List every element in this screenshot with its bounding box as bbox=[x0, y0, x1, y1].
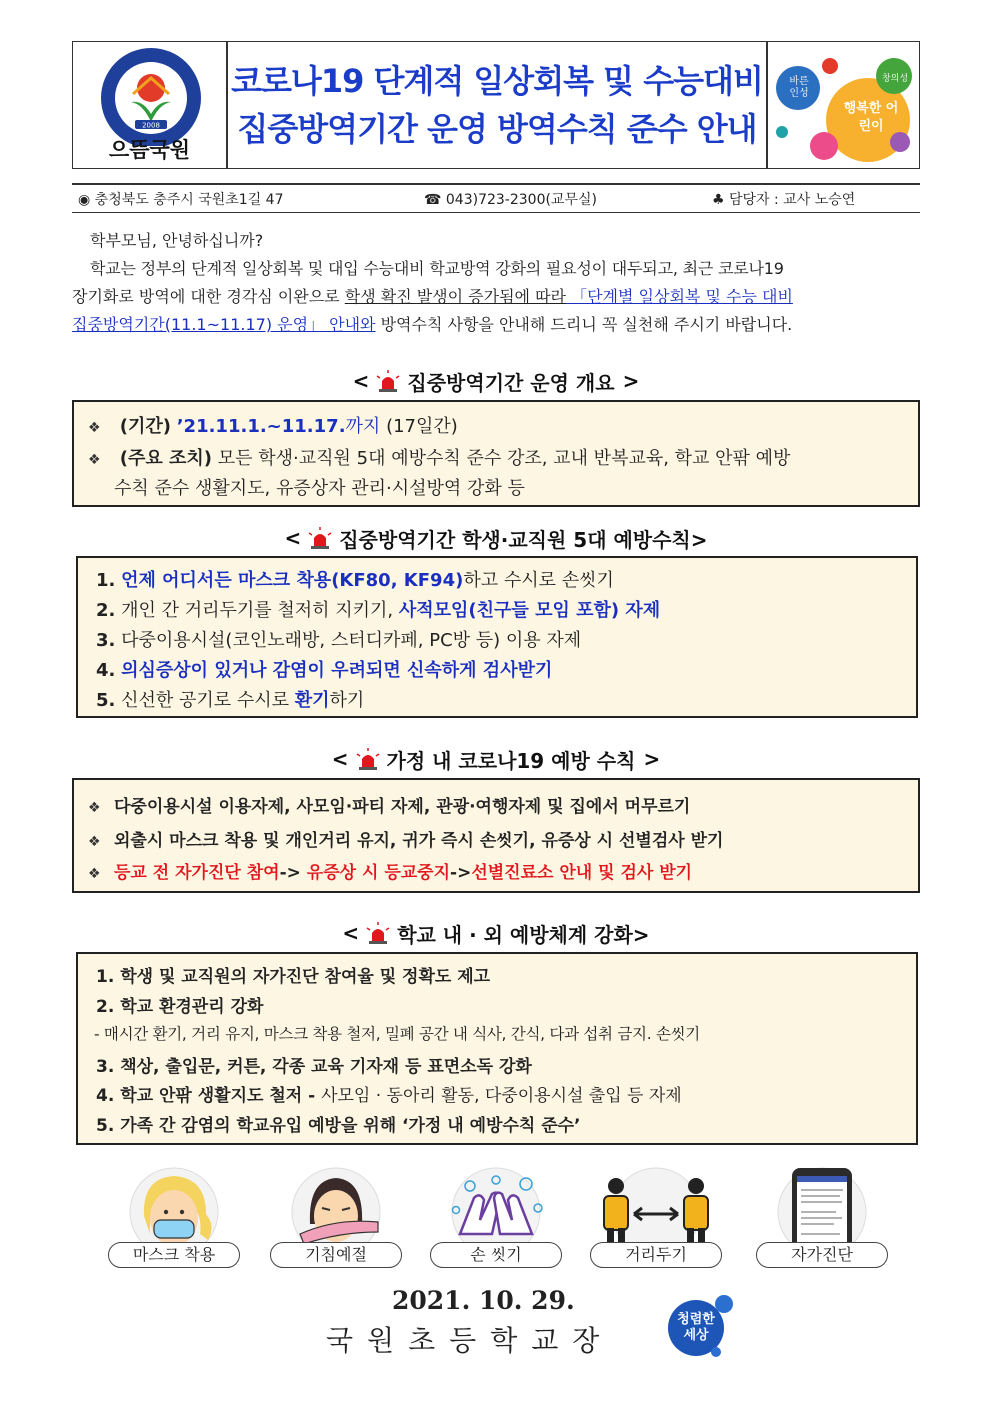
school-rule-1: 1. 학생 및 교직원의 자가진단 참여율 및 정확도 제고 bbox=[96, 967, 491, 987]
period-suffix: 까지 bbox=[345, 416, 381, 437]
school-logo-box bbox=[72, 41, 227, 169]
intro-line-2c: 「단계별 일상회복 및 수능 대비 bbox=[566, 287, 793, 306]
school-phone: ☎ 043)723-2300(교무실) bbox=[424, 191, 597, 208]
rule-num: 2. bbox=[96, 600, 116, 621]
rule-text: 개인 간 거리두기를 철저히 지키기, bbox=[121, 600, 399, 621]
rule-emph: 의심증상이 있거나 감염이 우려되면 신속하게 검사받기 bbox=[121, 660, 553, 681]
diamond-bullet-icon: ❖ bbox=[88, 420, 101, 436]
illustration-label: 마스크 착용 bbox=[108, 1242, 240, 1268]
rule-text: 하기 bbox=[329, 690, 365, 711]
rule-num: 3. bbox=[96, 630, 116, 651]
rule-item-4 bbox=[96, 656, 552, 682]
siren-icon bbox=[307, 527, 333, 549]
rule-text: 하고 수시로 손씻기 bbox=[463, 570, 614, 591]
measures-text-2: 수칙 준수 생활지도, 유증상자 관리·시설방역 강화 등 bbox=[114, 478, 525, 499]
rule-text: 다중이용시설(코인노래방, 스터디카페, PC방 등) 이용 자제 bbox=[121, 630, 582, 651]
school-emblem-icon bbox=[73, 42, 228, 146]
logo-label: 으뜸국원 bbox=[108, 138, 191, 162]
rule-text: 신선한 공기로 수시로 bbox=[121, 690, 295, 711]
section3-title-text: 가정 내 코로나19 예방 수칙 bbox=[386, 748, 636, 773]
section1-title bbox=[72, 366, 920, 396]
school-address: ◉ 충청북도 충주시 국원초1길 47 bbox=[78, 191, 284, 208]
section1-bracket-right: > bbox=[622, 369, 640, 393]
school-rule-4 bbox=[96, 1081, 682, 1106]
section4-panel bbox=[76, 952, 918, 1145]
school-rule-4-bold: 4. 학교 안팎 생활지도 철저 - bbox=[96, 1086, 322, 1106]
diamond-bullet-icon: ❖ bbox=[88, 800, 101, 816]
rule-num: 1. bbox=[96, 570, 116, 591]
section2-title-text: 집중방역기간 학생·교직원 5대 예방수칙> bbox=[339, 527, 708, 552]
rule-emph: 환기 bbox=[294, 690, 330, 711]
home-rule-red: 유증상 시 등교중지 bbox=[300, 863, 451, 883]
principal-signature: 국원초등학교장 bbox=[326, 1324, 614, 1357]
home-rule-red: 선별진료소 안내 및 검사 받기 bbox=[471, 863, 693, 883]
school-rule-2-sub: - 매시간 환기, 거리 유지, 마스크 착용 철저, 밀폐 공간 내 식사, 간식, 다과 섭취 금지. 손씻기 bbox=[94, 1025, 700, 1043]
integrity-stamp bbox=[660, 1290, 740, 1360]
illustration-cough bbox=[270, 1164, 402, 1268]
siren-icon bbox=[365, 922, 391, 944]
rule-num: 4. bbox=[96, 660, 116, 681]
contact-person: ♣ 담당자 : 교사 노승연 bbox=[712, 191, 856, 208]
illustration-mask bbox=[108, 1164, 240, 1268]
page-title-line-2: 집중방역기간 운영 방역수칙 준수 안내 bbox=[237, 110, 757, 148]
section3-panel bbox=[72, 778, 920, 893]
section4-title bbox=[72, 918, 920, 948]
school-rule-5: 5. 가족 간 감염의 학교유입 예방을 위해 ‘가정 내 예방수칙 준수’ bbox=[96, 1116, 581, 1136]
intro-line-3b: 방역수칙 사항을 안내해 드리니 꼭 실천해 주시기 바랍니다. bbox=[375, 315, 793, 334]
contact-info-bar bbox=[72, 183, 920, 213]
diamond-bullet-icon: ❖ bbox=[88, 866, 101, 882]
illustration-label: 거리두기 bbox=[590, 1242, 722, 1268]
school-rule-2: 2. 학교 환경관리 강화 bbox=[96, 997, 264, 1017]
intro-line-2a: 장기화로 방역에 대한 경각심 이완으로 bbox=[72, 287, 345, 306]
intro-line-3 bbox=[72, 310, 792, 340]
arrow-text: -> bbox=[450, 863, 472, 883]
page-title-line-1: 코로나19 단계적 일상회복 및 수능대비 bbox=[231, 62, 763, 100]
home-rule-1 bbox=[88, 792, 690, 817]
motto-badge-box bbox=[767, 41, 920, 169]
section2-panel bbox=[76, 556, 918, 718]
intro-greeting: 학부모님, 안녕하십니까? bbox=[90, 231, 264, 250]
arrow-text: -> bbox=[279, 863, 301, 883]
rule-item-2 bbox=[96, 596, 660, 622]
section3-bracket-right: > bbox=[643, 747, 661, 771]
rule-item-1 bbox=[96, 566, 614, 592]
siren-icon bbox=[375, 370, 401, 392]
siren-icon bbox=[355, 748, 381, 770]
illustration-label: 자가진단 bbox=[756, 1242, 888, 1268]
rule-item-5 bbox=[96, 686, 364, 712]
school-rule-3: 3. 책상, 출입문, 커튼, 각종 교육 기자재 등 표면소독 강화 bbox=[96, 1057, 532, 1077]
home-rule-2 bbox=[88, 826, 723, 851]
section1-panel bbox=[72, 400, 920, 507]
section4-title-text: 학교 내 · 외 예방체계 강화> bbox=[397, 922, 650, 947]
rule-num: 5. bbox=[96, 690, 116, 711]
rule-item-3 bbox=[96, 626, 581, 652]
motto-badge-1: 바른인성 bbox=[789, 76, 809, 99]
home-rule-text: 다중이용시설 이용자제, 사모임·파티 자제, 관광·여행자제 및 집에서 머무르기 bbox=[114, 797, 691, 817]
measures-text-1: 모든 학생·교직원 5대 예방수칙 준수 강조, 교내 반복교육, 학교 안팎 예방 bbox=[217, 448, 791, 469]
period-row bbox=[88, 412, 458, 438]
intro-line-2b: 학생 확진 발생이 증가됨에 따라 bbox=[344, 287, 567, 306]
intro-line-2 bbox=[72, 282, 793, 312]
home-rule-3 bbox=[88, 858, 692, 883]
section2-bracket-left: < bbox=[284, 526, 302, 550]
rule-emph: (KF80, KF94) bbox=[331, 570, 464, 591]
home-rule-text: 외출시 마스크 착용 및 개인거리 유지, 귀가 즉시 손씻기, 유증상 시 선별검사 받기 bbox=[114, 831, 724, 851]
measures-row bbox=[88, 444, 790, 470]
illustration-handwash bbox=[430, 1164, 562, 1268]
diamond-bullet-icon: ❖ bbox=[88, 452, 101, 468]
section3-bracket-left: < bbox=[331, 747, 349, 771]
period-value: ’21.11.1.~11.17. bbox=[176, 416, 346, 437]
diamond-bullet-icon: ❖ bbox=[88, 834, 101, 850]
illustration-label: 기침예절 bbox=[270, 1242, 402, 1268]
home-rule-red: 등교 전 자가진단 참여 bbox=[114, 863, 280, 883]
intro-line-3a: 집중방역기간(11.1~11.17) 운영」 안내와 bbox=[72, 315, 376, 334]
document-date: 2021. 10. 29. bbox=[392, 1286, 575, 1315]
rule-emph: 언제 어디서든 마스크 착용 bbox=[121, 570, 332, 591]
section4-bracket-left: < bbox=[342, 921, 360, 945]
section1-title-text: 집중방역기간 운영 개요 bbox=[407, 370, 615, 395]
rule-emph: 사적모임(친구들 모임 포함) 자제 bbox=[398, 600, 661, 621]
stamp-text: 청렴한 세상 bbox=[677, 1312, 715, 1343]
title-box bbox=[227, 41, 767, 169]
section1-bracket-left: < bbox=[352, 369, 370, 393]
motto-badge-3: 행복한 어린이 bbox=[843, 101, 899, 134]
illustration-label: 손 씻기 bbox=[430, 1242, 562, 1268]
section2-title bbox=[72, 523, 920, 553]
period-label: (기간) bbox=[119, 416, 171, 437]
illustration-selfcheck bbox=[756, 1164, 888, 1268]
illustration-distance bbox=[590, 1164, 722, 1268]
period-days: (17일간) bbox=[386, 416, 458, 437]
section3-title bbox=[72, 744, 920, 774]
motto-badge-2: 창의성 bbox=[881, 74, 909, 84]
school-rule-4-rest: 사모임 · 동아리 활동, 다중이용시설 출입 등 자제 bbox=[321, 1086, 682, 1106]
logo-year-text: 2008 bbox=[142, 121, 160, 130]
intro-line-1: 학교는 정부의 단계적 일상회복 및 대입 수능대비 학교방역 강화의 필요성이 대두되고, 최근 코로나19 bbox=[90, 259, 784, 278]
measures-label: (주요 조치) bbox=[119, 448, 213, 469]
